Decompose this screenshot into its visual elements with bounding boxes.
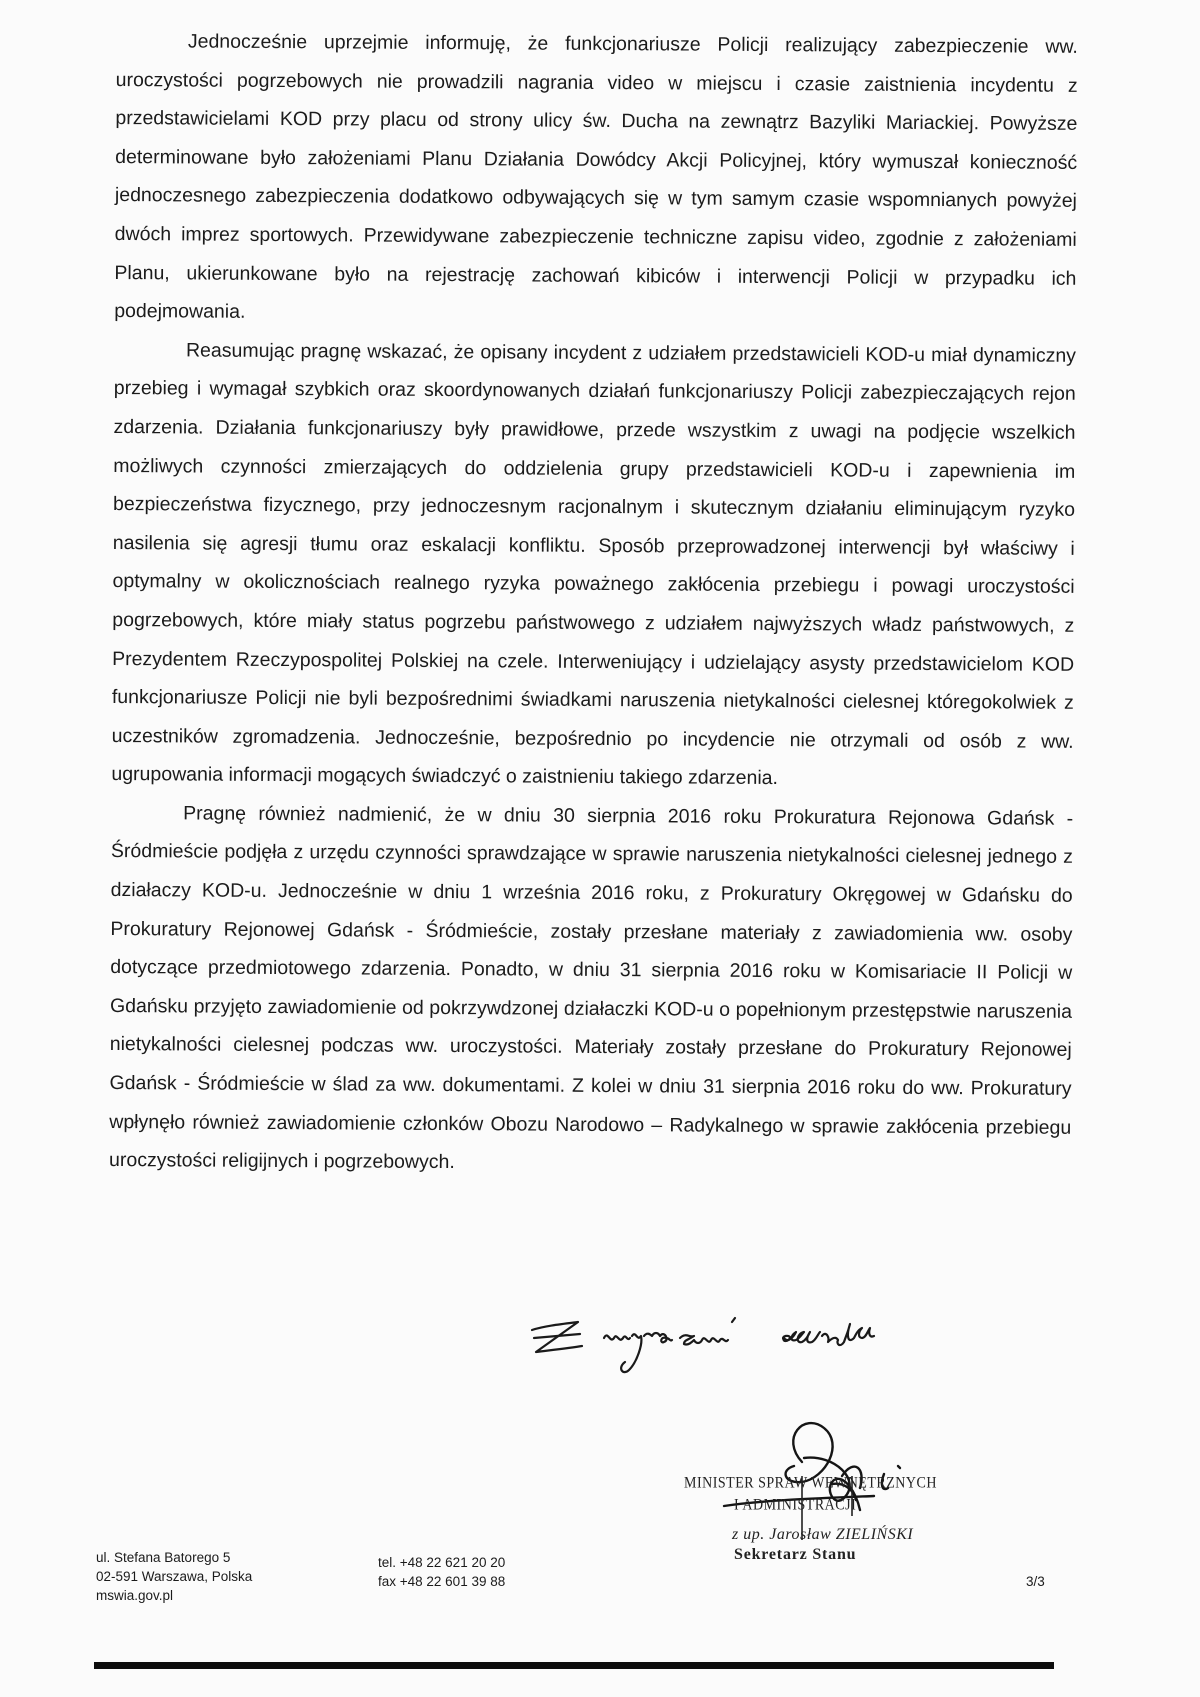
handwritten-closing [522, 1306, 972, 1396]
stamp-line-ministry: MINISTER SPRAW WEWNĘTRZNYCH [684, 1474, 937, 1493]
address-street: ul. Stefana Batorego 5 [96, 1550, 231, 1565]
signature-stamp [684, 1418, 964, 1568]
fax-number: fax +48 22 601 39 88 [378, 1574, 506, 1589]
address-city: 02-591 Warszawa, Polska [96, 1569, 253, 1584]
paragraph-1: Jednocześnie uprzejmie informuję, że funkcjonariusze Policji realizujący zabezpieczenie ww. uroczystości pogrzebowych nie prowadzili nagrania video w miejscu i czasie zaistnienia incydentu z przedstawicielami KOD przy placu od strony ulicy św. Ducha na zewnątrz Bazyliki Mariackiej. Powyższe determinowane było założeniami Planu Działania Dowódcy Akcji Policyjnej, który wymuszał konieczność jednoczesnego zabezpieczenia dodatkowo odbywających się w tym samym czasie wspomnianych powyżej dwóch imprez sportowych. Przewidywane zabezpieczenie techniczne zapisu video, zgodnie z założeniami Planu, ukierunkowane było na rejestrację zachowań kibiców i interwencji Policji w przypadku ich podejmowania. [114, 30, 1078, 323]
phone-number: tel. +48 22 621 20 20 [378, 1555, 506, 1570]
footer-address [96, 1548, 252, 1605]
stamp-line-administration: I ADMINISTRACJI [734, 1496, 857, 1515]
stamp-line-position: Sekretarz Stanu [734, 1546, 857, 1563]
stamp-line-signatory: z up. Jarosław ZIELIŃSKI [732, 1526, 914, 1543]
paragraph-2: Reasumując pragnę wskazać, że opisany incydent z udziałem przedstawicieli KOD-u miał dynamiczny przebieg i wymagał szybkich oraz skoordynowanych działań funkcjonariuszy Policji zabezpieczających rejon zdarzenia. Działania funkcjonariuszy były prawidłowe, przede wszystkim z uwagi na podjęcie wszelkich możliwych czynności zmierzających do oddzielenia grupy przedstawicieli KOD-u i zapewnienia im bezpieczeństwa fizycznego, przy jednoczesnym racjonalnym i skutecznym działaniu eliminującym ryzyko nasilenia się agresji tłumu oraz eskalacji konfliktu. Sposób przeprowadzonej interwencji był właściwy i optymalny w okolicznościach realnego ryzyka poważnego zakłócenia przebiegu i powagi uroczystości pogrzebowych, które miały status pogrzebu państwowego z udziałem najwyższych władz państwowych, z Prezydentem Rzeczypospolitej Polskiej na czele. Interweniujący i udzielający asysty przedstawicielom KOD funkcjonariusze Policji nie byli bezpośrednimi świadkami naruszenia nietykalności cielesnej któregokolwiek z uczestników zgromadzenia. Jednocześnie, bezpośrednio po incydencie nie otrzymali od osób z ww. ugrupowania informacji mogących świadczyć o zaistnieniu takiego zdarzenia. [111, 339, 1077, 790]
page-number: 3/3 [1026, 1574, 1045, 1589]
letter-body [109, 22, 1078, 1186]
paragraph-3: Pragnę również nadmienić, że w dniu 30 sierpnia 2016 roku Prokuratura Rejonowa Gdańsk - Śródmieście podjęła z urzędu czynności sprawdzające w sprawie naruszenia nietykalności cielesnej jednego z działaczy KOD-u. Jednocześnie w dniu 1 września 2016 roku, z Prokuratury Okręgowej w Gdańsku do Prokuratury Rejonowej Gdańsk - Śródmieście, zostały przesłane materiały z zawiadomienia ww. osoby dotyczące przedmiotowego zdarzenia. Ponadto, w dniu 31 sierpnia 2016 roku w Komisariacie II Policji w Gdańsku przyjęto zawiadomienie od pokrzywdzonej działaczki KOD-u o popełnionym przestępstwie naruszenia nietykalności cielesnej podczas ww. uroczystości. Materiały zostały przesłane do Prokuratury Rejonowej Gdańsk - Śródmieście w ślad za ww. dokumentami. Z kolei w dniu 31 sierpnia 2016 roku do ww. Prokuratury wpłynęło również zawiadomienie członków Obozu Narodowo – Radykalnego w sprawie zakłócenia przebiegu uroczystości religijnych i pogrzebowych. [108, 802, 1074, 1174]
footer-contact [378, 1553, 505, 1591]
website-link: mswia.gov.pl [96, 1588, 174, 1603]
footer-divider [94, 1662, 1054, 1669]
handwritten-closing-drawing [522, 1306, 972, 1396]
